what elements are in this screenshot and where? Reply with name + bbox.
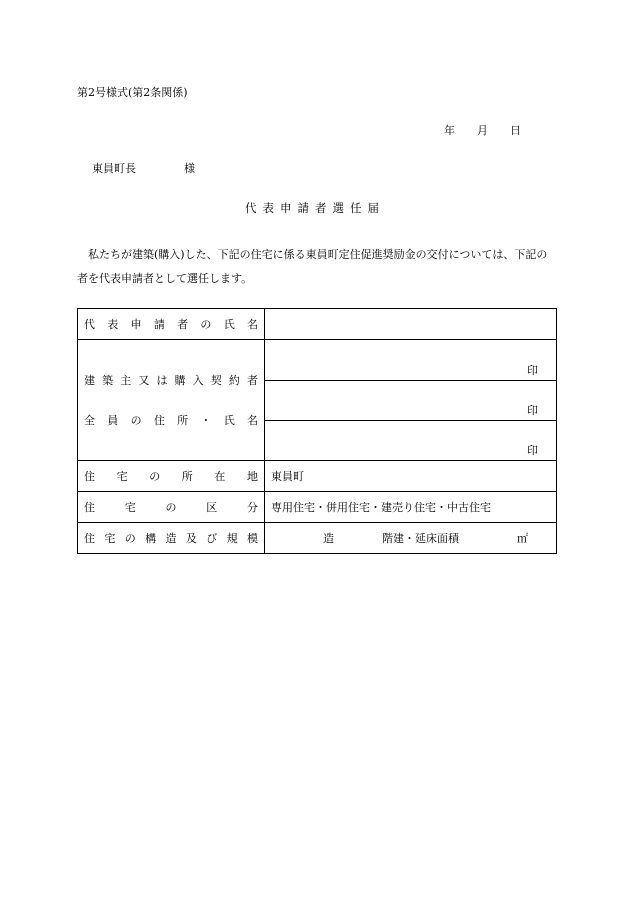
spread-label [84,316,258,332]
label-char: 住 [84,532,95,545]
structure-value [265,523,557,554]
date-month: 月 [477,124,488,137]
label-char: 約 [228,374,240,387]
label-char: ・ [200,414,212,427]
seal-mark: 印 [527,443,538,457]
contractors-label-line-1 [84,370,258,390]
label-char: 表 [107,318,119,331]
label-char: 名 [246,318,258,331]
label-char: の [200,318,212,331]
addressee [92,160,195,176]
table-row [78,492,557,523]
label-char: の [149,470,161,483]
label-char: 代 [84,318,95,331]
seal-mark: 印 [527,403,538,417]
date-day: 日 [510,124,521,137]
contractors-value [265,340,557,461]
label-char: 住 [84,470,95,483]
label-char: 申 [130,318,142,331]
label-char: び [206,532,218,545]
label-char: 区 [206,501,218,514]
type-value: 専用住宅・併用住宅・建売り住宅・中古住宅 [265,492,557,523]
seal-mark: 印 [527,363,538,377]
location-value: 東員町 [265,461,557,492]
label-char: 所 [181,470,193,483]
label-char: 氏 [223,414,235,427]
label-char: 築 [102,374,114,387]
label-char: 造 [165,532,177,545]
label-char: 住 [84,501,95,514]
label-char: 宅 [124,501,136,514]
contractor-slot [265,421,556,460]
label-char: 主 [120,374,132,387]
label-char: 宅 [116,470,128,483]
label-char: 請 [153,318,165,331]
rep-name-value [265,309,557,340]
application-table [77,308,557,554]
structure-label [78,523,265,554]
contractors-label [78,340,265,461]
structure-floors-area: 階建・延床面積 [382,532,459,545]
label-char: は [156,374,168,387]
table-row [78,523,557,554]
label-char: 建 [84,374,95,387]
label-char: 在 [214,470,226,483]
contractor-slot [265,341,556,381]
spread-label [84,530,258,546]
label-char: 地 [246,470,258,483]
addressee-name: 東員町長 [92,162,136,175]
type-label [78,492,265,523]
contractors-label-line-2 [84,410,258,430]
label-char: 規 [226,532,238,545]
label-char: 及 [185,532,197,545]
table-row [78,309,557,340]
addressee-honorific: 様 [184,162,195,175]
label-char: 模 [247,532,258,545]
label-char: 契 [210,374,222,387]
label-char: 宅 [104,532,116,545]
date-year: 年 [444,124,455,137]
label-char: 者 [246,374,258,387]
area-unit: ㎡ [517,532,528,545]
table-row [78,461,557,492]
rep-name-label [78,309,265,340]
location-label [78,461,265,492]
label-char: 分 [247,501,258,514]
table-row [78,340,557,461]
spread-label [84,499,258,515]
intro-paragraph: 私たちが建築(購入)した、下記の住宅に係る東員町定住促進奨励金の交付については、下記の者を代表申請者として選任します。 [77,248,548,285]
label-char: の [130,414,142,427]
contractor-slot [265,381,556,421]
label-char: 氏 [223,318,235,331]
label-char: 全 [84,414,95,427]
label-char: 入 [192,374,204,387]
label-char: 所 [177,414,189,427]
document-title: 代表申請者選任届 [245,201,385,215]
label-char: 購 [174,374,186,387]
label-char: 構 [145,532,157,545]
form-number: 第2号様式(第2条関係) [77,86,188,99]
label-char: 又 [138,374,150,387]
spread-label [84,468,258,484]
structure-type: 造 [323,532,334,545]
label-char: 住 [153,414,165,427]
label-char: 員 [107,414,119,427]
label-char: の [124,532,136,545]
label-char: 名 [246,414,258,427]
label-char: の [165,501,177,514]
label-char: 者 [177,318,189,331]
date-line [444,122,521,138]
